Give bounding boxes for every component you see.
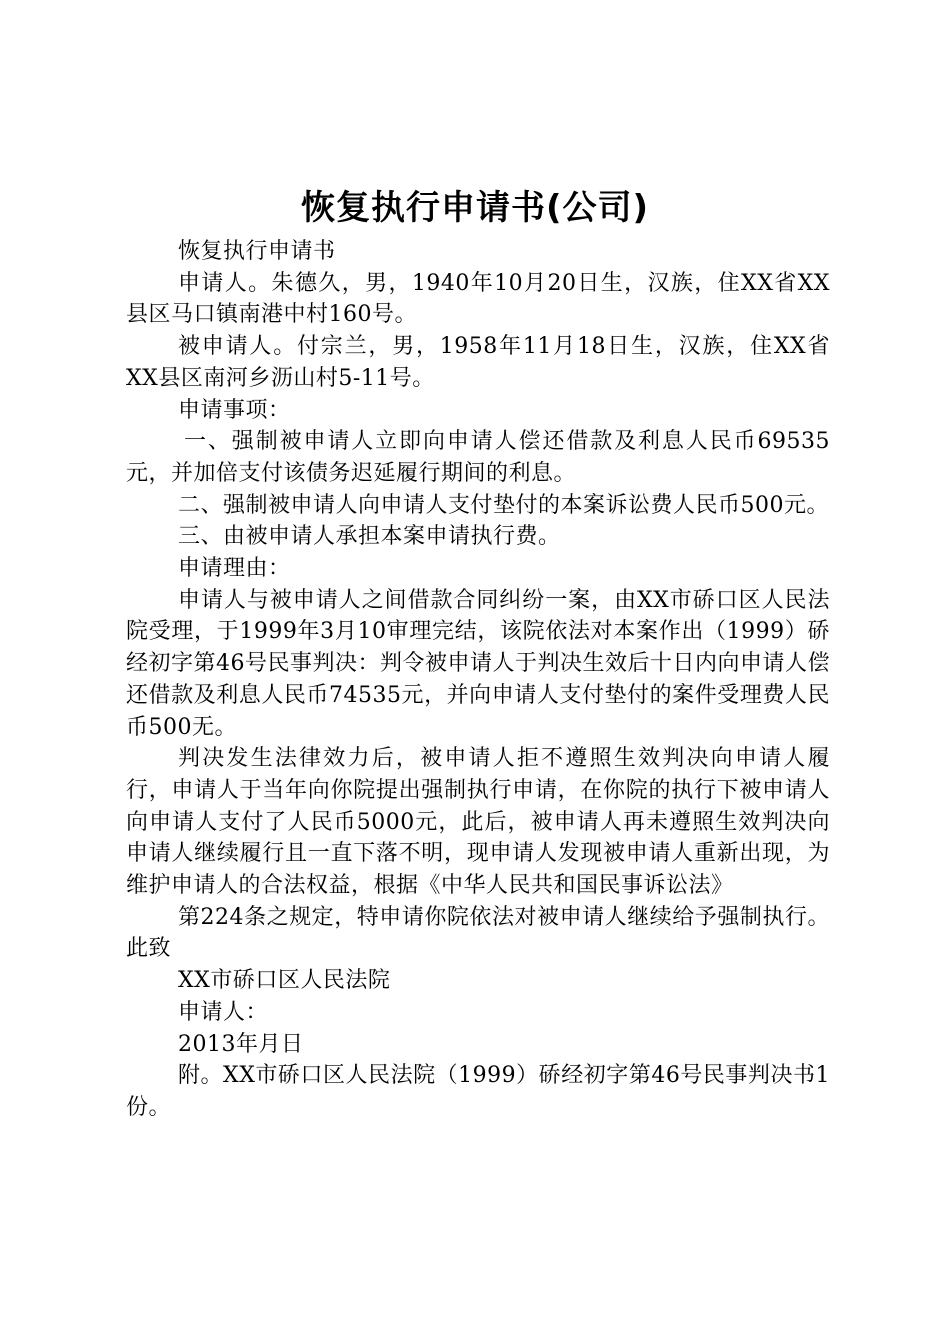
respondent-paragraph: 被申请人。付宗兰，男，1958年11月18日生，汉族，住XX省XX县区南河乡沥山村5-11号。 [126, 334, 830, 391]
reasons-paragraph-1: 申请人与被申请人之间借款合同纠纷一案，由XX市硚口区人民法院受理，于1999年3月10审理完结，该院依法对本案作出（1999）硚经初字第46号民事判决：判令被申请人于判决生效后十日内向申请人偿还借款及利息人民币74535元，并向申请人支付垫付的案件受理费人民币500无。 [126, 587, 830, 740]
applicant-signature-label: 申请人： [178, 999, 269, 1025]
document-title: 恢复执行申请书(公司) [300, 188, 650, 228]
attachment-note: 附。XX市硚口区人民法院（1999）硚经初字第46号民事判决书1份。 [126, 1063, 830, 1120]
requests-heading: 申请事项： [178, 397, 291, 423]
reasons-paragraph-3: 第224条之规定，特申请你院依法对被申请人继续给予强制执行。此致 [126, 904, 830, 962]
request-item-3: 三、由被申请人承担本案申请执行费。 [178, 524, 561, 550]
reasons-paragraph-2: 判决发生法律效力后，被申请人拒不遵照生效判决向申请人履行，申请人于当年向你院提出强制执行申请，在你院的执行下被申请人向申请人支付了人民币5000元，此后，被申请人再未遵照生效判决向申请人继续履行且一直下落不明，现申请人发现被申请人重新出现，为维护申请人的合法权益，根据《中华人民共和国民事诉讼法》 [126, 746, 830, 899]
request-item-1: 一、强制被申请人立即向申请人偿还借款及利息人民币69535元，并加倍支付该债务迟延履行期间的利息。 [126, 429, 830, 486]
reasons-heading: 申请理由： [178, 556, 291, 582]
subtitle-paragraph: 恢复执行申请书 [178, 239, 336, 264]
date-line: 2013年月日 [178, 1031, 304, 1057]
request-item-2: 二、强制被申请人向申请人支付垫付的本案诉讼费人民币500元。 [178, 492, 829, 518]
document-body [126, 236, 830, 1124]
court-addressee: XX市硚口区人民法院 [178, 968, 391, 994]
applicant-paragraph: 申请人。朱德久，男，1940年10月20日生，汉族，住XX省XX县区马口镇南港中村160号。 [126, 270, 830, 328]
